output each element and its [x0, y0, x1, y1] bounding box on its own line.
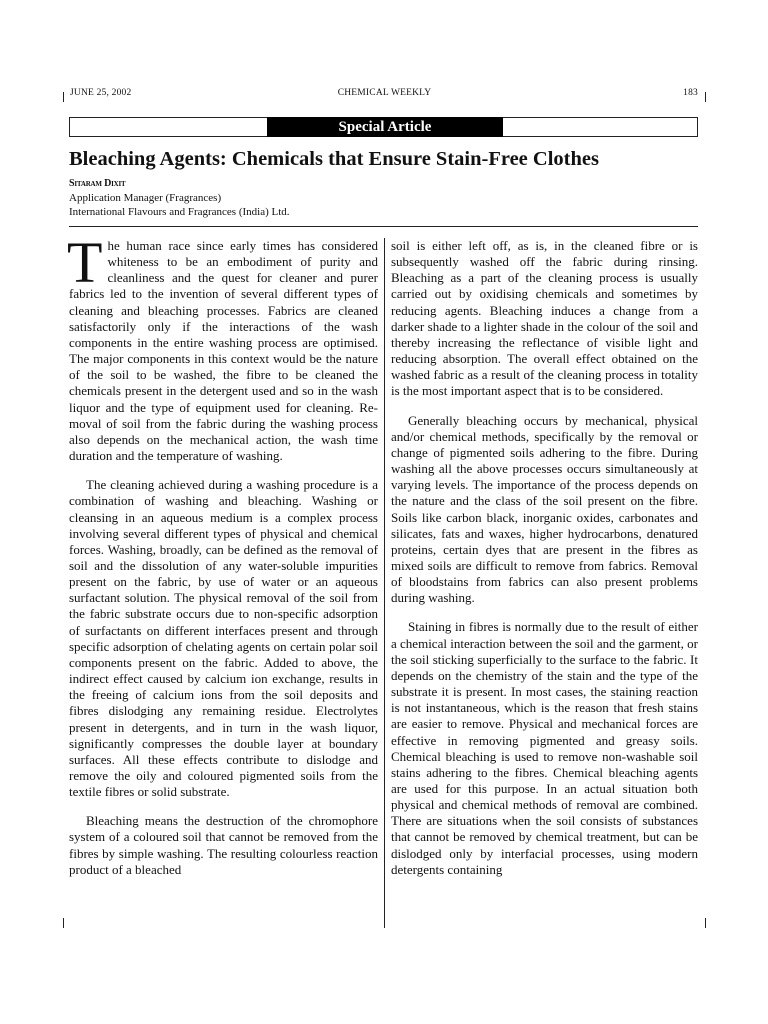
paragraph: Staining in fibres is normally due to the result of either a chemical interaction between the soil and the garment, or the soil sticking superficially to the surface to the fabric. It depends on the chemistry of the stain and the type of the substrate it is present. In most cases, the staining reaction is not instantaneous, which is the reason that fresh stains are easier to remove. Physical and mechanical forces are effective in removing pigmented and greasy soils. Chemical bleaching is used to remove non-washable soil stains adhering to the fibres. Chemical bleaching agents are used for this purpose. In an actual situation both physical and chemical methods of removal are combined. There are situations when the soil consists of substances that cannot be removed by chemical treatment, but can be dislodged only by interfacial processes, using modern detergents containing [391, 619, 698, 877]
column-divider [384, 238, 385, 928]
page-left-rule [63, 918, 64, 928]
author-position: Application Manager (Fragrances) [69, 192, 222, 204]
header-journal-name: CHEMICAL WEEKLY [337, 88, 432, 98]
body-column-right [391, 238, 698, 891]
header-page-number: 183 [683, 88, 698, 98]
title-divider [69, 226, 698, 227]
drop-cap: T [67, 230, 103, 295]
author-affiliation: International Flavours and Fragrances (India) Ltd. [69, 206, 290, 218]
header-right-rule [705, 92, 706, 102]
paragraph: The cleaning achieved during a washing procedure is a combination of washing and bleaching. Washing or cleansing in an aqueous medium is a complex process involving several different types of physical and chemical forces. Washing, broadly, can be defined as the removal of soil and the dissolution of any water-soluble impurities present on the fabric, by use of water or an aqueous surfactant solution. The physical removal of the soil from the fabric substrate occurs due to non-specific adsorption of surfactants on different interfaces present and through specific adsorption of chelating agents on certain polar soil components present on the fabric. Added to above, the indirect effect caused by calcium ion exchange, results in the freeing of calcium ions from the soil deposits and fibres dislodging any remaining residue. Electrolytes present in detergents, and in turn in the wash liquor, significantly compresses the double layer at boundary surfaces. All these effects contribute to dislodge and remove the oily and coloured pigmented soils from the textile fibres or solid substrate. [69, 477, 378, 800]
paragraph [67, 230, 378, 464]
header-left-rule [63, 92, 64, 102]
paragraph-text: he human race since early times has considered whiteness to be an embodiment of purity and cleanliness and the quest for cleaner and purer fabrics led to the invention of several different types of cleaning and bleaching processes. Fabrics are cleaned satisfactorily only if the interactions of the wash components in the entire washing process are optimised. The major components in this context would be the nature of the soil to be washed, the fibre to be cleaned the chemicals present in the detergent used and so in the wash liquor and the type of equipment used for cleaning. Re-moval of soil from the fabric during the washing process also depends on the mechanical action, the wash time duration and the temperature of washing. [69, 238, 378, 464]
paragraph: Generally bleaching occurs by mechanical, physical and/or chemical methods, specifically by the removal or change of pigmented soils adhering to the fibre. During washing all the above processes occurs simultaneously at varying levels. The importance of the process depends on the nature and the class of the soil present on the fibre. Soils like carbon black, inorganic oxides, carbonates and silicates, fats and waxes, higher hydrocarbons, denatured proteins, certain dyes that are present in the fibres as mixed soils are difficult to remove from fabrics. Removal of bloodstains from fabrics can also present problems during washing. [391, 412, 698, 606]
page-right-rule [705, 918, 706, 928]
paragraph: Bleaching means the destruction of the chromophore system of a coloured soil that cannot be removed from the fibres by simple washing. The resulting colourless reaction product of a bleached [69, 813, 378, 877]
article-title: Bleaching Agents: Chemicals that Ensure Stain-Free Clothes [69, 148, 599, 170]
body-column-left [67, 230, 378, 891]
header-date: JUNE 25, 2002 [70, 88, 132, 98]
paragraph: soil is either left off, as is, in the cleaned fibre or is subsequently washed off the fabric during rinsing. Bleaching as a part of the cleaning process is usually carried out by oxidising chemicals and sometimes by reducing agents. Bleaching induces a change from a darker shade to a lighter shade in the colour of the soil and thereby increasing the reflectance of visible light and reducing absorption. The overall effect obtained on the washed fabric as a result of the cleaning process in totality is the most important aspect that is to be considered. [391, 238, 698, 399]
section-banner [69, 117, 698, 137]
running-header [63, 88, 706, 102]
author-name: Sitaram Dixit [69, 178, 126, 189]
section-banner-label: Special Article [267, 117, 503, 137]
byline [69, 177, 290, 219]
